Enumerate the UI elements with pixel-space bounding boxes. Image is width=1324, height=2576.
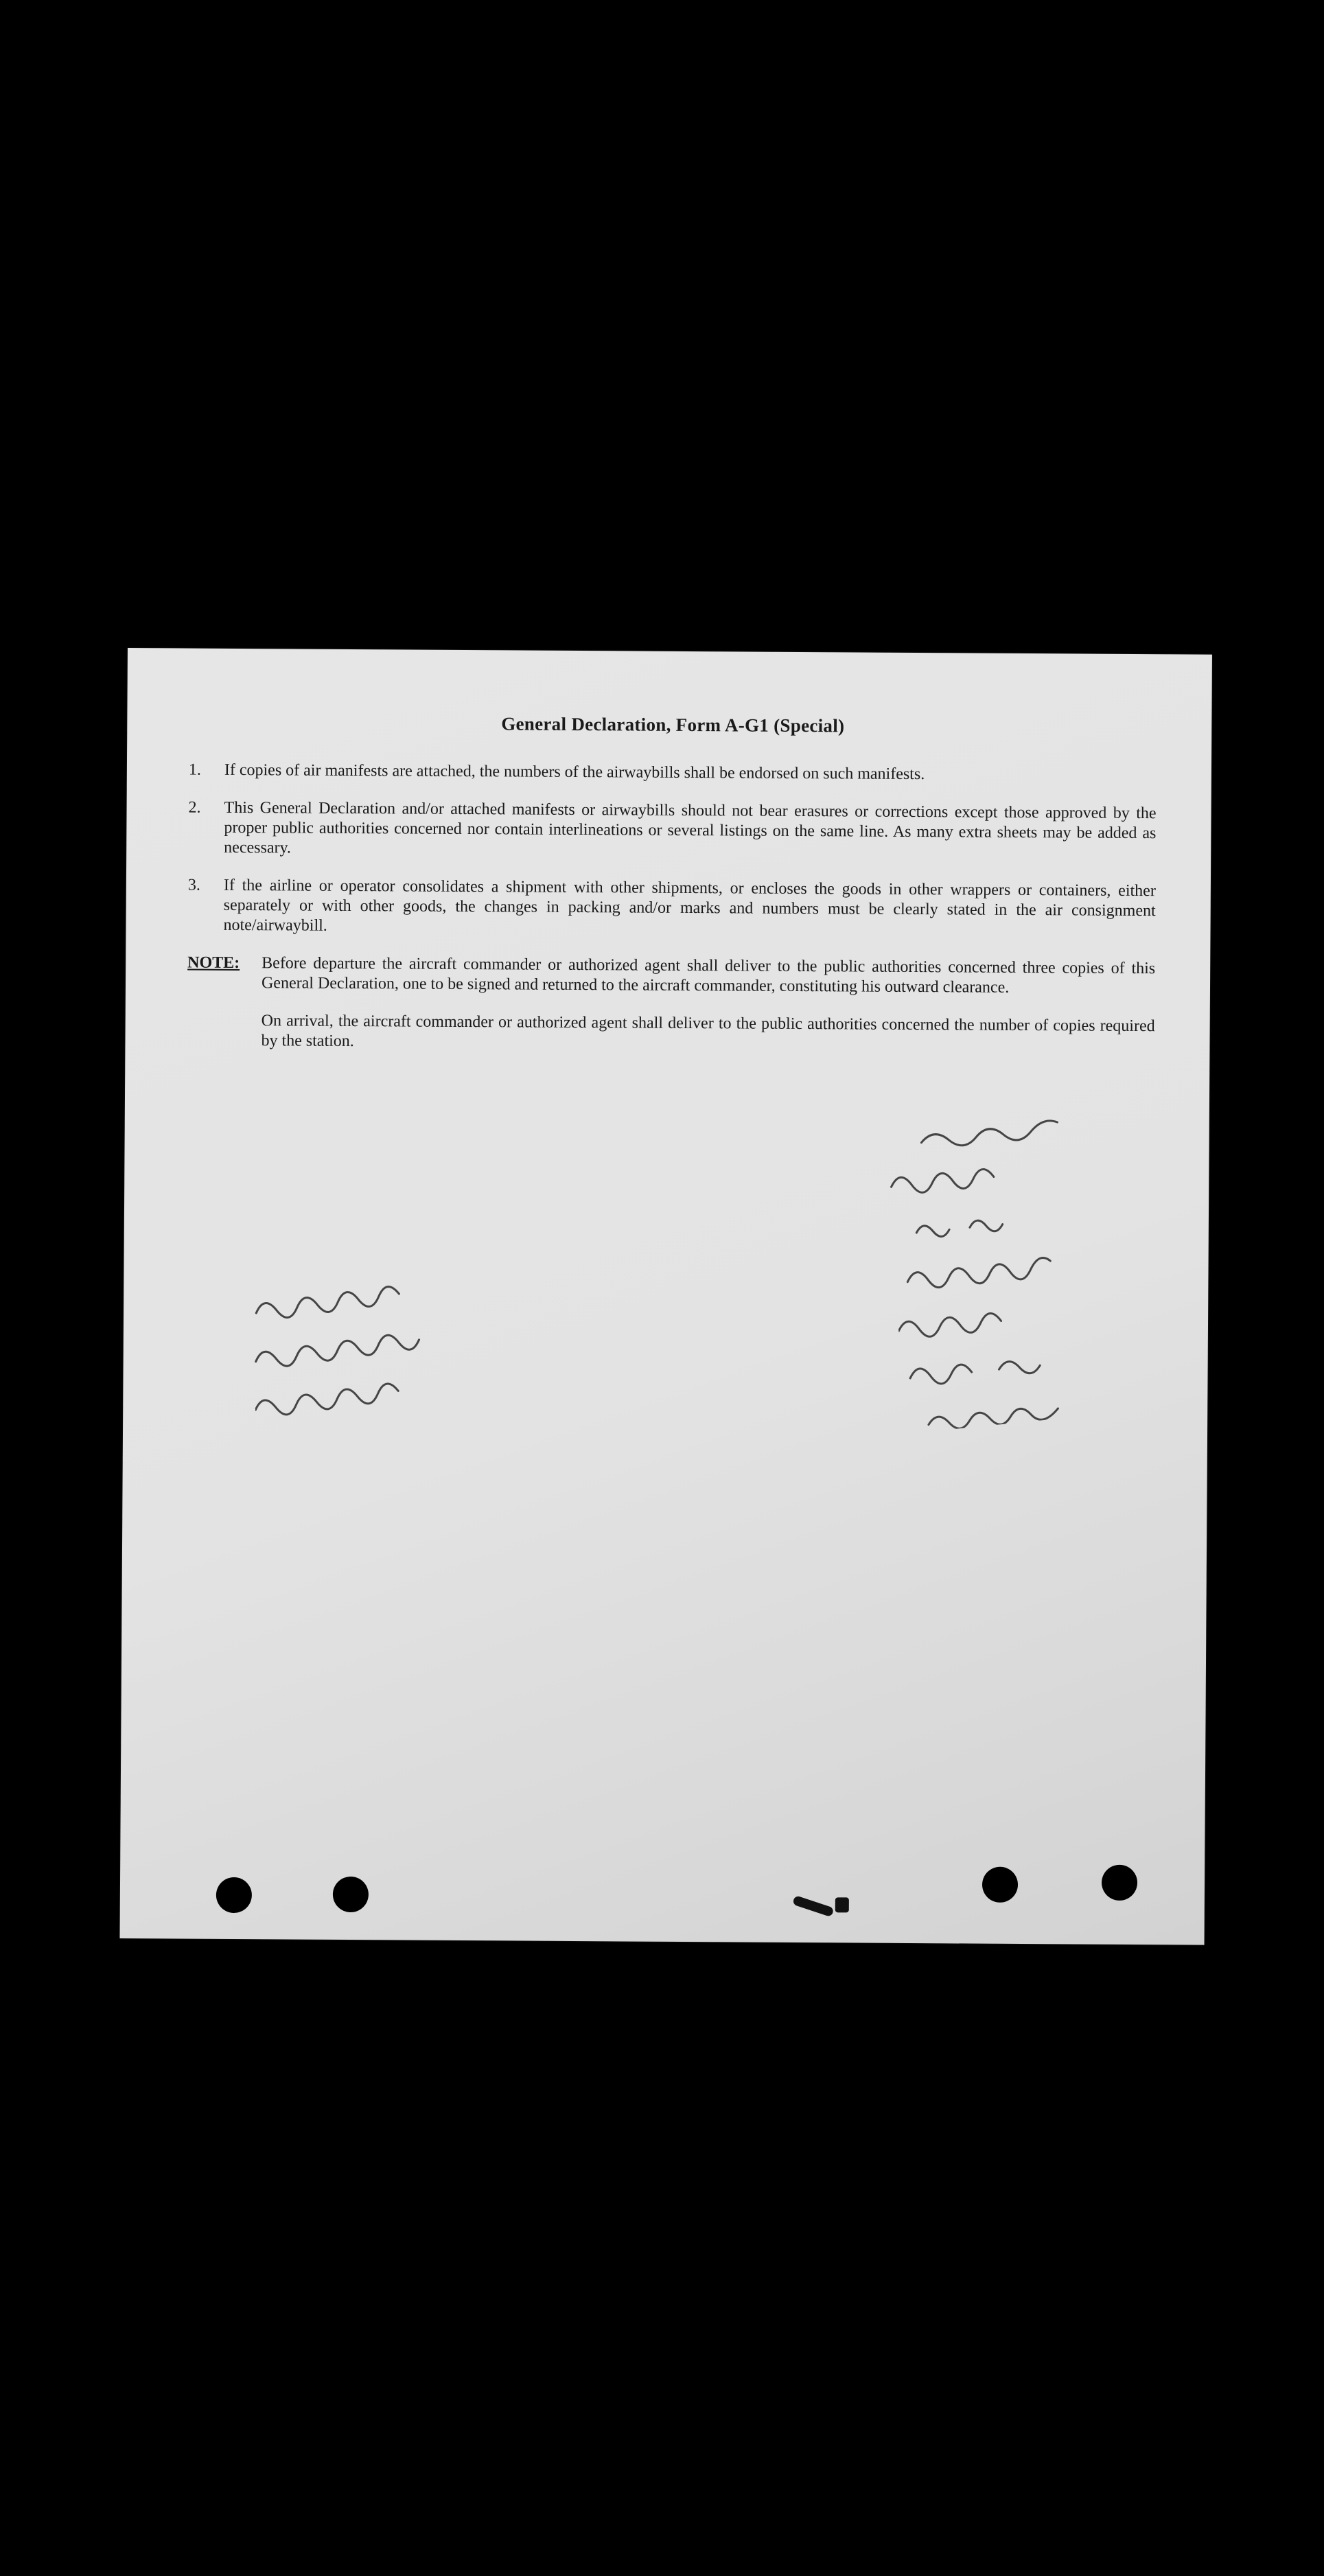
handwritten-notes-right: [878, 1095, 1155, 1433]
note-paragraph: Before departure the aircraft commander or authorized agent shall deliver to the public authorities concerned three copies of this General Declaration, one to be signed and returned to the aircraft commander, constituting his outward clearance.: [261, 954, 1156, 997]
instruction-item-3: [187, 876, 1156, 942]
note-label: NOTE:: [187, 953, 240, 973]
item-number: 1.: [188, 761, 201, 779]
document-title: General Declaration, Form A-G1 (Special): [501, 713, 845, 736]
item-text: This General Declaration and/or attached manifests or airwaybills should not bear erasures or corrections except those approved by the proper public authorities concerned nor contain interlineations or several listings on the same line. As many extra sheets may be added as necessary.: [224, 798, 1157, 857]
punch-hole: [333, 1877, 369, 1912]
item-number: 2.: [188, 798, 201, 817]
item-text: If the airline or operator consolidates a shipment with other shipments, or encloses the goods in other wrappers or containers, either separately or with other goods, the changes in packing and/or marks and numbers must be clearly stated in the air consignment note/airwaybill.: [223, 876, 1156, 935]
item-text: If copies of air manifests are attached, the numbers of the airwaybills shall be endorsed on such manifests.: [224, 761, 925, 784]
note-paragraph: On arrival, the aircraft commander or authorized agent shall deliver to the public authorities concerned the number of copies required by the station.: [261, 1012, 1155, 1051]
note-section: [187, 953, 1155, 1075]
instruction-item-1: [189, 761, 1157, 787]
punch-hole: [1102, 1865, 1137, 1901]
note-body: [261, 953, 1155, 1074]
punch-hole: [216, 1877, 252, 1913]
instruction-item-2: [188, 798, 1157, 864]
document-body: [187, 712, 1157, 1075]
document-page: [120, 648, 1212, 1945]
ink-smudge: [792, 1895, 834, 1917]
handwritten-notes-left: [239, 1255, 502, 1424]
item-number: 3.: [187, 876, 200, 894]
punch-hole: [982, 1867, 1018, 1903]
ink-smudge: [835, 1897, 849, 1912]
